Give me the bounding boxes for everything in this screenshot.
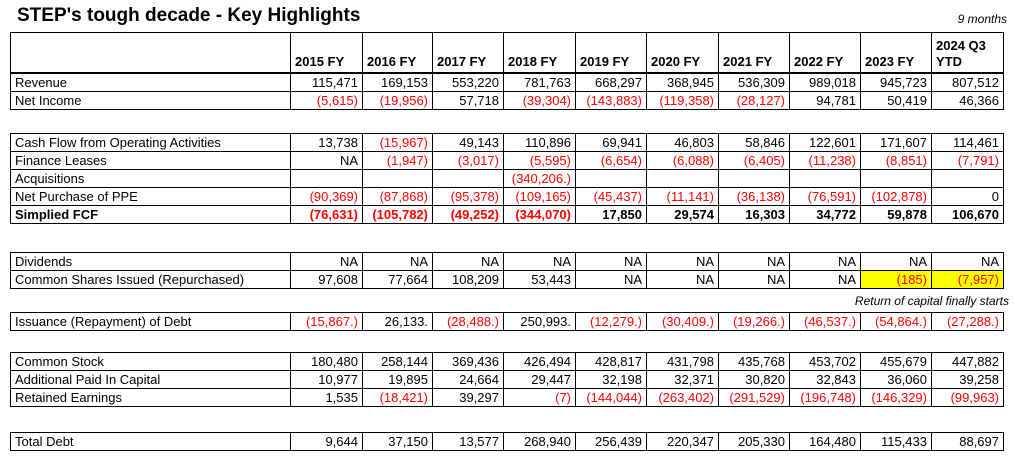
value-cell: (3,017) (433, 152, 504, 170)
table-row (11, 433, 1004, 451)
column-header: 2023 FY (861, 33, 932, 73)
value-cell: NA (861, 253, 932, 271)
value-cell: 435,768 (719, 353, 790, 371)
value-cell: 668,297 (576, 74, 647, 92)
table-row (11, 92, 1004, 110)
table-row (11, 152, 1004, 170)
value-cell: (76,591) (790, 188, 861, 206)
value-cell: 32,843 (790, 371, 861, 389)
value-cell: 180,480 (291, 353, 363, 371)
value-cell: (340,206.) (504, 170, 576, 188)
value-cell: 455,679 (861, 353, 932, 371)
value-cell: (146,329) (861, 389, 932, 407)
value-cell: 426,494 (504, 353, 576, 371)
value-cell: (8,851) (861, 152, 932, 170)
row-label: Common Stock (11, 353, 291, 371)
row-label: Total Debt (11, 433, 291, 451)
table-row (11, 371, 1004, 389)
value-cell: 250,993. (504, 313, 576, 331)
income-table (10, 73, 1004, 110)
value-cell: (49,252) (433, 206, 504, 224)
value-cell: NA (719, 253, 790, 271)
value-cell: 59,878 (861, 206, 932, 224)
value-cell: (7) (504, 389, 576, 407)
value-cell: (27,288.) (932, 313, 1004, 331)
value-cell: 53,443 (504, 271, 576, 289)
value-cell: (7,791) (932, 152, 1004, 170)
value-cell: 97,608 (291, 271, 363, 289)
value-cell: 369,436 (433, 353, 504, 371)
value-cell (719, 170, 790, 188)
value-cell: 26,133. (363, 313, 433, 331)
header-blank-cell (11, 33, 291, 73)
value-cell: 989,018 (790, 74, 861, 92)
equity-table (10, 352, 1004, 407)
value-cell: NA (291, 152, 363, 170)
value-cell: 49,143 (433, 134, 504, 152)
value-cell: 57,718 (433, 92, 504, 110)
table-row (11, 353, 1004, 371)
value-cell: NA (647, 271, 719, 289)
value-cell: 32,371 (647, 371, 719, 389)
row-label: Net Purchase of PPE (11, 188, 291, 206)
value-cell: (291,529) (719, 389, 790, 407)
value-cell: 205,330 (719, 433, 790, 451)
value-cell: (196,748) (790, 389, 861, 407)
value-cell: NA (576, 271, 647, 289)
value-cell: (7,957) (932, 271, 1004, 289)
value-cell: NA (291, 253, 363, 271)
row-label: Revenue (11, 74, 291, 92)
value-cell: 115,433 (861, 433, 932, 451)
value-cell: 19,895 (363, 371, 433, 389)
value-cell: 553,220 (433, 74, 504, 92)
value-cell: NA (433, 253, 504, 271)
row-label: Net Income (11, 92, 291, 110)
value-cell: 77,664 (363, 271, 433, 289)
value-cell: (28,127) (719, 92, 790, 110)
value-cell: 114,461 (932, 134, 1004, 152)
value-cell: (99,963) (932, 389, 1004, 407)
value-cell: 781,763 (504, 74, 576, 92)
value-cell (647, 170, 719, 188)
value-cell: (102,878) (861, 188, 932, 206)
value-cell: 29,447 (504, 371, 576, 389)
header-row (11, 33, 1004, 73)
value-cell: 13,577 (433, 433, 504, 451)
table-row (11, 74, 1004, 92)
value-cell: 268,940 (504, 433, 576, 451)
value-cell: 220,347 (647, 433, 719, 451)
value-cell: NA (790, 271, 861, 289)
value-cell: (87,868) (363, 188, 433, 206)
value-cell: (105,782) (363, 206, 433, 224)
value-cell (363, 170, 433, 188)
value-cell: 431,798 (647, 353, 719, 371)
value-cell: 34,772 (790, 206, 861, 224)
value-cell: 169,153 (363, 74, 433, 92)
value-cell: 13,738 (291, 134, 363, 152)
value-cell: (1,947) (363, 152, 433, 170)
value-cell: NA (504, 253, 576, 271)
row-label: Finance Leases (11, 152, 291, 170)
row-label: Retained Earnings (11, 389, 291, 407)
value-cell: 50,419 (861, 92, 932, 110)
value-cell: 108,209 (433, 271, 504, 289)
value-cell: (119,358) (647, 92, 719, 110)
value-cell: 258,144 (363, 353, 433, 371)
value-cell: 164,480 (790, 433, 861, 451)
value-cell (291, 170, 363, 188)
value-cell: 447,882 (932, 353, 1004, 371)
value-cell: (11,238) (790, 152, 861, 170)
value-cell: (18,421) (363, 389, 433, 407)
row-label: Cash Flow from Operating Activities (11, 134, 291, 152)
value-cell: (46,537.) (790, 313, 861, 331)
value-cell (433, 170, 504, 188)
value-cell: NA (719, 271, 790, 289)
value-cell: 32,198 (576, 371, 647, 389)
table-row (11, 134, 1004, 152)
value-cell: 58,846 (719, 134, 790, 152)
value-cell: (36,138) (719, 188, 790, 206)
value-cell: 17,850 (576, 206, 647, 224)
value-cell: 110,896 (504, 134, 576, 152)
value-cell: 24,664 (433, 371, 504, 389)
debt-table (10, 312, 1004, 331)
column-header: 2024 Q3 YTD (932, 33, 1004, 73)
value-cell: 46,366 (932, 92, 1004, 110)
column-header: 2019 FY (576, 33, 647, 73)
value-cell: (45,437) (576, 188, 647, 206)
column-header: 2016 FY (363, 33, 433, 73)
value-cell: 16,303 (719, 206, 790, 224)
table-row (11, 188, 1004, 206)
value-cell: 9,644 (291, 433, 363, 451)
value-cell: (54,864.) (861, 313, 932, 331)
value-cell: 122,601 (790, 134, 861, 152)
column-header: 2021 FY (719, 33, 790, 73)
table-row (11, 389, 1004, 407)
value-cell: (90,369) (291, 188, 363, 206)
column-header: 2018 FY (504, 33, 576, 73)
value-cell: (144,044) (576, 389, 647, 407)
value-cell: 106,670 (932, 206, 1004, 224)
column-header: 2022 FY (790, 33, 861, 73)
column-header: 2015 FY (291, 33, 363, 73)
value-cell (576, 170, 647, 188)
value-cell: (6,405) (719, 152, 790, 170)
value-cell: (19,266.) (719, 313, 790, 331)
value-cell: 46,803 (647, 134, 719, 152)
table-row (11, 206, 1004, 224)
value-cell: (5,595) (504, 152, 576, 170)
value-cell: (109,165) (504, 188, 576, 206)
row-label: Simplied FCF (11, 206, 291, 224)
value-cell (932, 170, 1004, 188)
value-cell: (95,378) (433, 188, 504, 206)
value-cell: 88,697 (932, 433, 1004, 451)
row-label: Acquisitions (11, 170, 291, 188)
value-cell: (143,883) (576, 92, 647, 110)
sheet-title: STEP's tough decade - Key Highlights (17, 5, 361, 26)
value-cell: (11,141) (647, 188, 719, 206)
value-cell: 453,702 (790, 353, 861, 371)
period-note: 9 months (957, 12, 1007, 26)
value-cell: (15,967) (363, 134, 433, 152)
column-header: 2020 FY (647, 33, 719, 73)
value-cell: (15,867.) (291, 313, 363, 331)
value-cell: 171,607 (861, 134, 932, 152)
value-cell: NA (363, 253, 433, 271)
value-cell: 69,941 (576, 134, 647, 152)
value-cell: (5,615) (291, 92, 363, 110)
value-cell: (12,279.) (576, 313, 647, 331)
row-label: Additional Paid In Capital (11, 371, 291, 389)
value-cell: 29,574 (647, 206, 719, 224)
value-cell: 368,945 (647, 74, 719, 92)
value-cell: (185) (861, 271, 932, 289)
value-cell: NA (576, 253, 647, 271)
value-cell: NA (932, 253, 1004, 271)
value-cell: 1,535 (291, 389, 363, 407)
value-cell: (6,088) (647, 152, 719, 170)
value-cell: 37,150 (363, 433, 433, 451)
value-cell: (6,654) (576, 152, 647, 170)
value-cell: 256,439 (576, 433, 647, 451)
value-cell: NA (790, 253, 861, 271)
value-cell: 94,781 (790, 92, 861, 110)
table-row (11, 271, 1004, 289)
value-cell: 428,817 (576, 353, 647, 371)
value-cell: (28,488.) (433, 313, 504, 331)
value-cell: NA (647, 253, 719, 271)
value-cell: 536,309 (719, 74, 790, 92)
value-cell: 115,471 (291, 74, 363, 92)
cashflow-table (10, 133, 1004, 224)
value-cell: 39,297 (433, 389, 504, 407)
row-label: Issuance (Repayment) of Debt (11, 313, 291, 331)
value-cell: 39,258 (932, 371, 1004, 389)
value-cell (790, 170, 861, 188)
value-cell: 36,060 (861, 371, 932, 389)
totaldebt-table (10, 432, 1004, 451)
value-cell: (344,070) (504, 206, 576, 224)
value-cell: (263,402) (647, 389, 719, 407)
return-of-capital-note: Return of capital finally starts (854, 294, 1009, 308)
value-cell: (19,956) (363, 92, 433, 110)
value-cell: (30,409.) (647, 313, 719, 331)
value-cell: (39,304) (504, 92, 576, 110)
value-cell: (76,631) (291, 206, 363, 224)
value-cell: 10,977 (291, 371, 363, 389)
table-row (11, 253, 1004, 271)
capital-table (10, 252, 1004, 289)
value-cell: 807,512 (932, 74, 1004, 92)
value-cell: 945,723 (861, 74, 932, 92)
table-row (11, 313, 1004, 331)
header-table (10, 32, 1004, 73)
value-cell (861, 170, 932, 188)
row-label: Common Shares Issued (Repurchased) (11, 271, 291, 289)
value-cell: 30,820 (719, 371, 790, 389)
column-header: 2017 FY (433, 33, 504, 73)
value-cell: 0 (932, 188, 1004, 206)
table-row (11, 170, 1004, 188)
row-label: Dividends (11, 253, 291, 271)
